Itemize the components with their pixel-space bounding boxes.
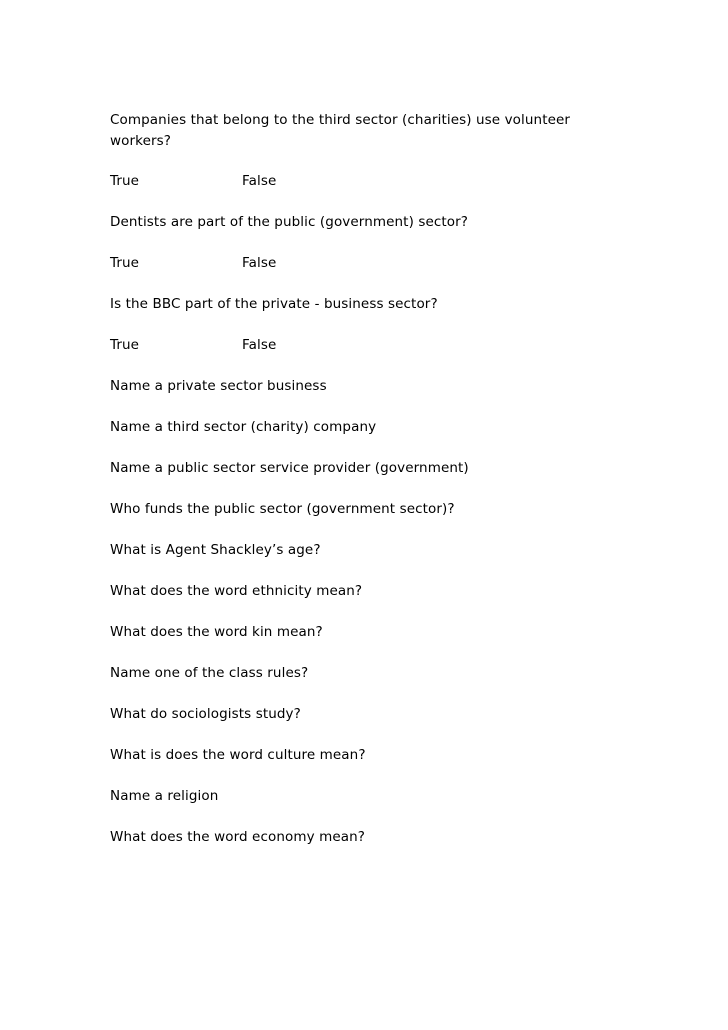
question-11: Name one of the class rules?: [110, 665, 309, 681]
question-13: What is does the word culture mean?: [110, 747, 366, 763]
question-3: Is the BBC part of the private - business sector?: [110, 296, 438, 312]
question-12: What do sociologists study?: [110, 706, 301, 722]
question-9: What does the word ethnicity mean?: [110, 583, 363, 599]
question-4: Name a private sector business: [110, 378, 327, 394]
question-3-true-option: True: [110, 337, 140, 353]
question-15: What does the word economy mean?: [110, 829, 366, 845]
question-10: What does the word kin mean?: [110, 624, 323, 640]
question-2-true-option: True: [110, 255, 140, 271]
question-5: Name a third sector (charity) company: [110, 419, 377, 435]
question-1-line-2: workers?: [110, 133, 172, 149]
question-2: Dentists are part of the public (government) sector?: [110, 214, 469, 230]
question-7: Who funds the public sector (government sector)?: [110, 501, 455, 517]
question-2-false-option: False: [242, 255, 277, 271]
question-14: Name a religion: [110, 788, 219, 804]
question-6: Name a public sector service provider (government): [110, 460, 469, 476]
question-1-line-1: Companies that belong to the third sector (charities) use volunteer: [110, 112, 571, 128]
question-1-true-option: True: [110, 173, 140, 189]
question-3-false-option: False: [242, 337, 277, 353]
question-8: What is Agent Shackley’s age?: [110, 542, 321, 558]
question-1-false-option: False: [242, 173, 277, 189]
